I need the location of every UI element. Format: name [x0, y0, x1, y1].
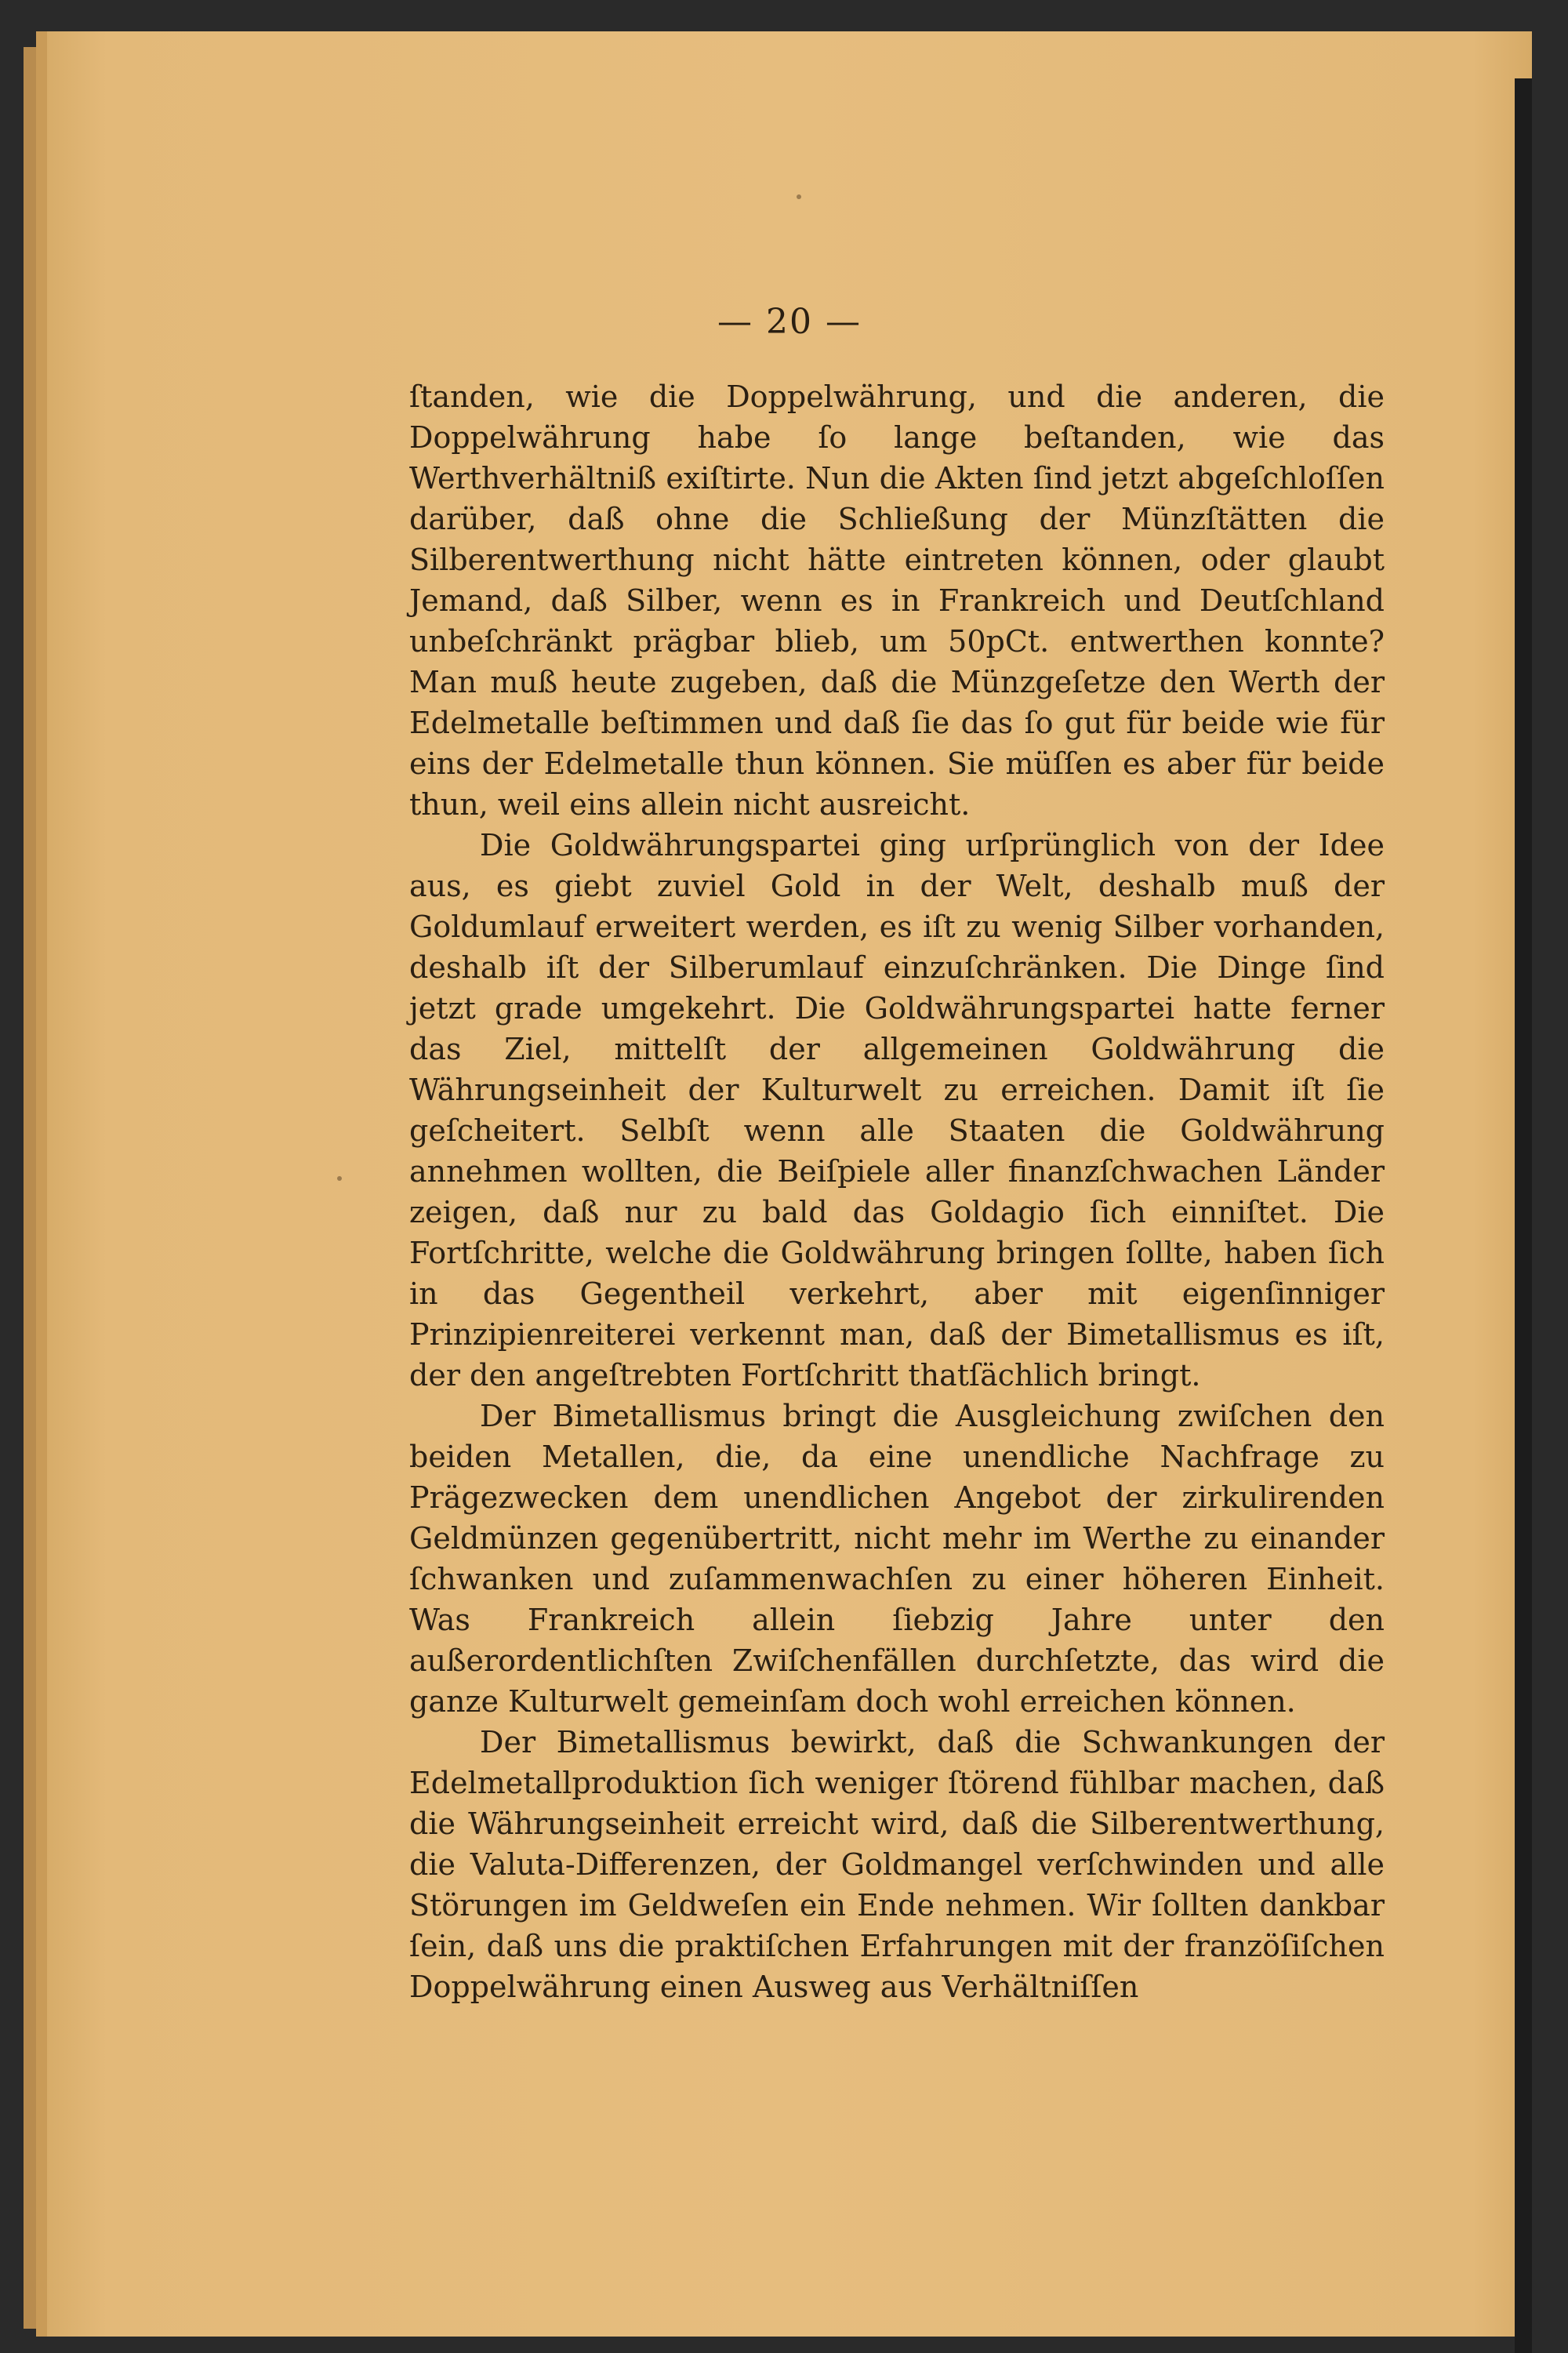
body-text — [409, 376, 1385, 2007]
book-edge — [24, 47, 36, 2329]
paragraph-3: Der Bimetallismus bringt die Ausgleichung zwiſchen den beiden Metallen, die, da eine unendliche Nachfrage zu Prägezwecken dem unendlichen Angebot der zirkulirenden Geldmünzen gegenübertritt, nicht mehr im Werthe zu einander ſchwanken und zuſammenwachſen zu einer höheren Einheit. Was Frankreich allein ſiebzig Jahre unter den außerordentlichſten Zwiſchenfällen durchſetzte, das wird die ganze Kulturwelt gemeinſam doch wohl erreichen können. — [409, 1399, 1385, 1719]
paper-speck — [337, 1176, 342, 1181]
paragraph-1: ſtanden, wie die Doppelwährung, und die anderen, die Doppelwährung habe ſo lange beſtanden, wie das Werthverhältniß exiſtirte. Nun die Akten ſind jetzt abgeſchloſſen darüber, daß ohne die Schließung der Münzſtätten die Silberentwerthung nicht hätte eintreten können, oder glaubt Jemand, daß Silber, wenn es in Frankreich und Deutſchland unbeſchränkt prägbar blieb, um 50pCt. entwerthen konnte? Man muß heute zugeben, daß die Münzgeſetze den Werth der Edelmetalle beſtimmen und daß ſie das ſo gut für beide wie für eins der Edelmetalle thun können. Sie müſſen es aber für beide thun, weil eins allein nicht ausreicht. — [409, 379, 1385, 822]
book-page — [36, 31, 1532, 2337]
paragraph-4: Der Bimetallismus bewirkt, daß die Schwankungen der Edelmetallproduktion ſich weniger ſtörend fühlbar machen, daß die Währungseinheit erreicht wird, daß die Silberentwerthung, die Valuta-Differenzen, der Goldmangel verſchwinden und alle Störungen im Geldweſen ein Ende nehmen. Wir ſollten dankbar ſein, daß uns die praktiſchen Erfahrungen mit der franzöſiſchen Doppelwährung einen Ausweg aus Verhältniſſen — [409, 1725, 1385, 2004]
paragraph-2: Die Goldwährungspartei ging urſprünglich von der Idee aus, es giebt zuviel Gold in der Welt, deshalb muß der Goldumlauf erweitert werden, es iſt zu wenig Silber vorhanden, deshalb iſt der Silberumlauf einzuſchränken. Die Dinge ſind jetzt grade umgekehrt. Die Goldwährungspartei hatte ferner das Ziel, mittelſt der allgemeinen Goldwährung die Währungseinheit der Kulturwelt zu erreichen. Damit iſt ſie geſcheitert. Selbſt wenn alle Staaten die Goldwährung annehmen wollten, die Beiſpiele aller finanzſchwachen Länder zeigen, daß nur zu bald das Goldagio ſich einniſtet. Die Fortſchritte, welche die Goldwährung bringen ſollte, haben ſich in das Gegentheil verkehrt, aber mit eigenſinniger Prinzipienreiterei verkennt man, daß der Bimetallismus es iſt, der den angeſtrebten Fortſchritt thatſächlich bringt. — [409, 828, 1385, 1393]
gutter-shadow — [1515, 78, 1532, 2353]
paper-speck — [797, 194, 801, 199]
page-number: — 20 — — [717, 302, 862, 342]
